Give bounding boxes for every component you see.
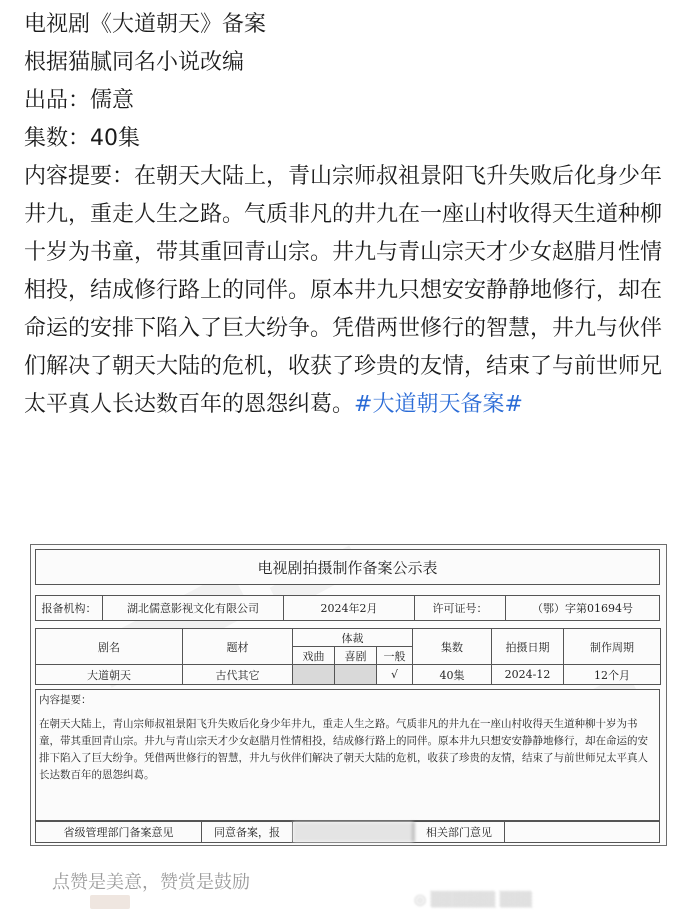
cell-shoot-date: 2024-12 bbox=[492, 665, 564, 685]
opinion-text: 同意备案，报 bbox=[202, 822, 293, 842]
license-label: 许可证号： bbox=[415, 596, 506, 620]
header-name: 剧名 bbox=[36, 629, 183, 665]
post-source-line: 根据猫腻同名小说改编 bbox=[24, 50, 245, 75]
cell-name: 大道朝天 bbox=[36, 665, 183, 685]
source-watermark: ◎ ▒▒▒▒▒▒ ▒▒▒ bbox=[414, 892, 533, 908]
summary-label: 内容提要： bbox=[39, 694, 92, 706]
post-producer-line: 出品：儒意 bbox=[24, 88, 135, 113]
post-content bbox=[24, 6, 664, 424]
header-cycle: 制作周期 bbox=[564, 629, 661, 665]
summary-text: 在朝天大陆上，青山宗师叔祖景阳飞升失败后化身少年井九，重走人生之路。气质非凡的井九在一座山村收得天生道种柳十岁为书童，带其重回青山宗。井九与青山宗天才少女赵腊月性情相投，结成修行路上的同伴。原本井九只想安安静静地修行，却在命运的安排下陷入了巨大纷争。凭借两世修行的智慧，井九与伙伴们解决了朝天大陆的危机，收获了珍贵的友情，结束了与前世师兄太平真人长达数百年的恩怨纠葛。 bbox=[39, 718, 648, 781]
cell-comedy bbox=[335, 665, 377, 685]
cell-cycle: 12个月 bbox=[564, 665, 661, 685]
header-genre: 体裁 bbox=[293, 629, 413, 647]
empty-cell bbox=[505, 822, 659, 842]
header-genre-opera: 戏曲 bbox=[293, 647, 335, 665]
document-title: 电视剧拍摄制作备案公示表 bbox=[35, 549, 660, 585]
post-episodes-line: 集数：40集 bbox=[24, 126, 140, 151]
hashtag-link[interactable]: #大道朝天备案# bbox=[354, 392, 523, 417]
cell-theme: 古代其它 bbox=[183, 665, 293, 685]
post-title-line: 电视剧《大道朝天》备案 bbox=[24, 12, 267, 37]
cell-general: √ bbox=[377, 665, 413, 685]
license-value: （鄂）字第01694号 bbox=[532, 602, 633, 615]
post-summary bbox=[24, 158, 664, 424]
document-info-row bbox=[35, 595, 660, 621]
document-summary bbox=[35, 689, 660, 821]
filing-date: 2024年2月 bbox=[284, 596, 415, 620]
footer-tip: 点赞是美意，赞赏是鼓励 bbox=[52, 872, 250, 893]
filing-table bbox=[35, 628, 661, 685]
header-shoot-date: 拍摄日期 bbox=[492, 629, 564, 665]
header-genre-comedy: 喜剧 bbox=[335, 647, 377, 665]
redacted-area bbox=[293, 822, 414, 842]
filing-document-image[interactable] bbox=[30, 544, 667, 846]
org-label: 报备机构： bbox=[36, 596, 103, 620]
post-summary-text: 内容提要：在朝天大陆上，青山宗师叔祖景阳飞升失败后化身少年井九，重走人生之路。气质非凡的井九在一座山村收得天生道种柳十岁为书童，带其重回青山宗。井九与青山宗天才少女赵腊月性情相投，结成修行路上的同伴。原本井九只想安安静静地修行，却在命运的安排下陷入了巨大纷争。凭借两世修行的智慧，井九与伙伴们解决了朝天大陆的危机，收获了珍贵的友情，结束了与前世师兄太平真人长达数百年的恩怨纠葛。 bbox=[24, 164, 663, 417]
org-value: 湖北儒意影视文化有限公司 bbox=[103, 596, 284, 620]
header-genre-general: 一般 bbox=[377, 647, 413, 665]
cell-episodes: 40集 bbox=[413, 665, 492, 685]
provincial-label: 省级管理部门备案意见 bbox=[36, 822, 202, 842]
related-label: 相关部门意见 bbox=[414, 822, 505, 842]
cell-opera bbox=[293, 665, 335, 685]
header-theme: 题材 bbox=[183, 629, 293, 665]
avatar-thumbnail bbox=[90, 895, 130, 909]
header-episodes: 集数 bbox=[413, 629, 492, 665]
document-footer-row bbox=[35, 821, 660, 843]
